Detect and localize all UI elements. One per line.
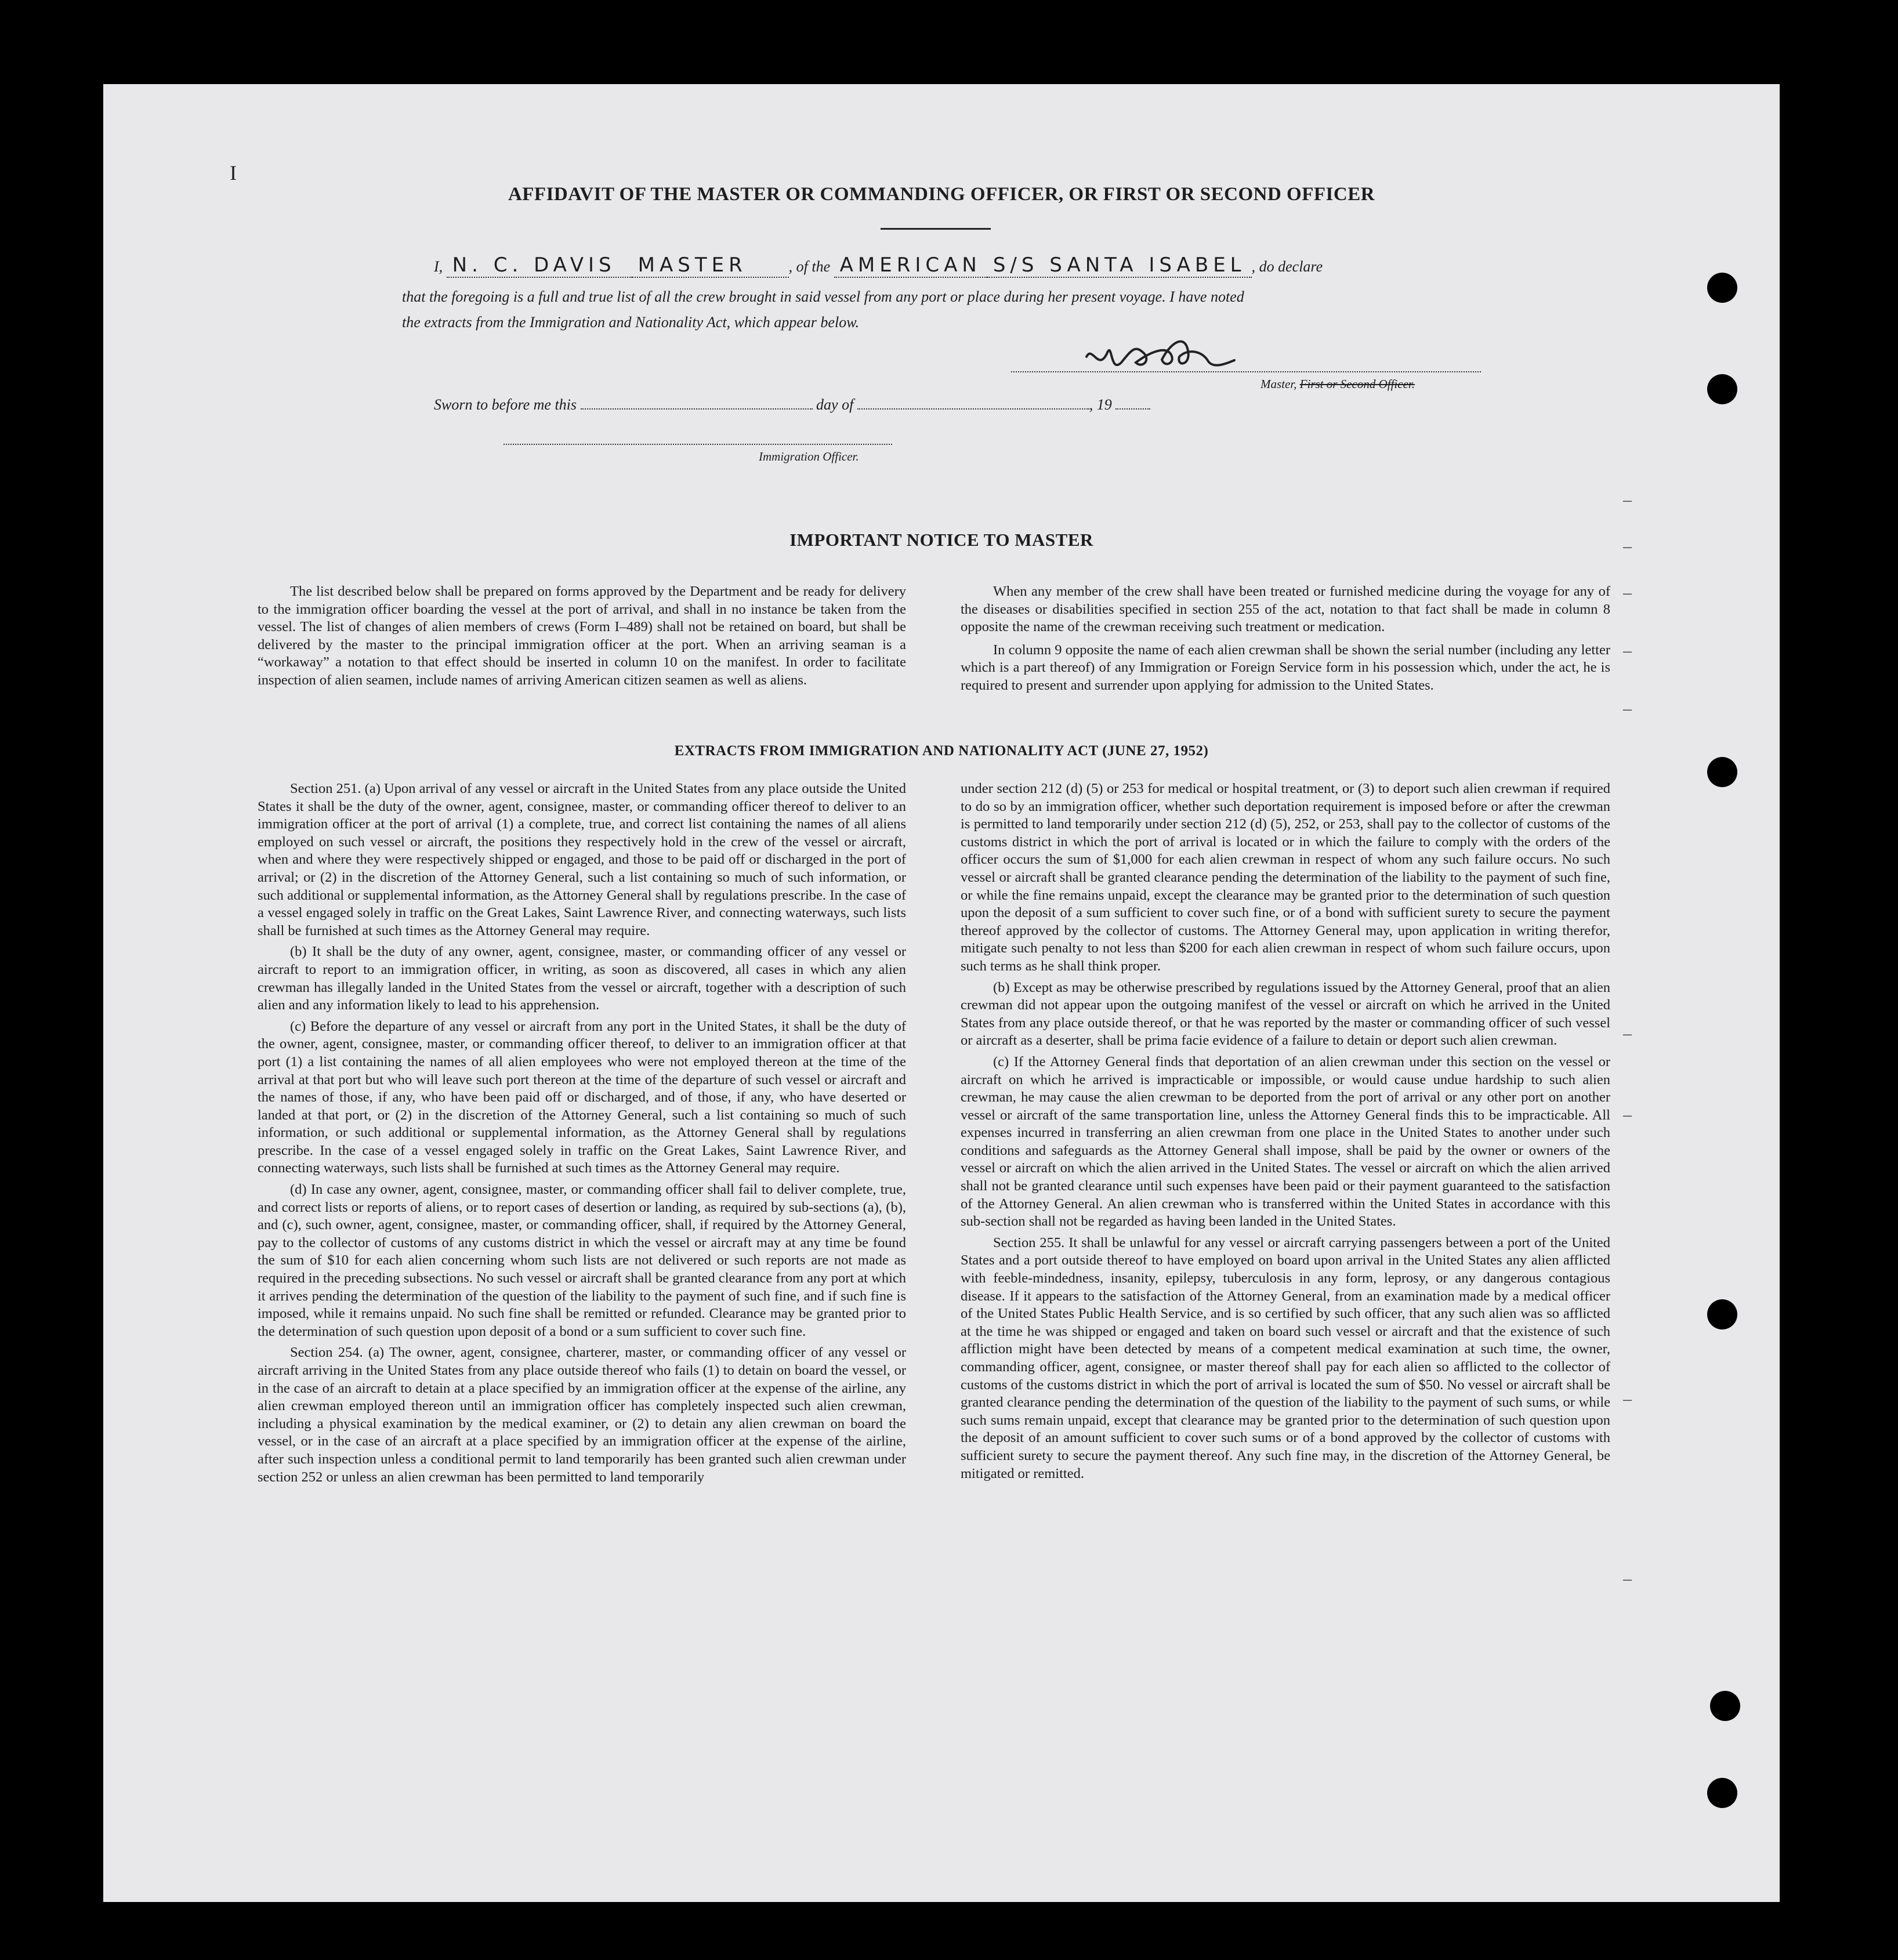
section-255: Section 255. It shall be unlawful for any vessel or aircraft carrying passengers between a port of the United States and a port outside thereof to have employed on board upon arrival in the United States any alien afflicted with feeble-mindedness, insanity, epilepsy, tuberculosis in any form, leprosy, or any dangerous contagious disease. If it appears to the satisfaction of the Attorney General, from an examination made by a medical officer of the United States Public Health Service, and is so certified by such officer, that any such alien was so afflicted at the time he was shipped or engaged and taken on board such vessel or aircraft and that the existence of such affliction might have been detected by means of a competent medical examination at such time, the owner, commanding officer, agent, consignee, or master thereof shall pay for each alien so afflicted to the collector of customs of the customs district in which the port of arrival is located the sum of $50. No vessel or aircraft shall be granted clearance pending the determination of the question of the liability to the payment of such sums, or while such sums remain unpaid, except that clearance may be granted prior to the determination of such question upon the deposit of an amount sufficient to cover such sums or of a bond approved by the collector of customs with sufficient surety to secure the payment thereof. Any such fine may, in the discretion of the Attorney General, be mitigated or remitted. <box>961 1234 1610 1481</box>
master-label: Master, <box>1260 377 1297 391</box>
binder-hole <box>1707 1778 1737 1808</box>
notice-right-paragraph-2: In column 9 opposite the name of each alien crewman shall be shown the serial number (including any letter which is a part thereof) of any Immigration or Foreign Service form in his possession which, under the act, he is required to present and surrender upon applying for admission to the United States. <box>961 642 1610 693</box>
binder-hole <box>1707 757 1737 787</box>
master-signature <box>1078 322 1263 386</box>
of-the-text: , of the <box>788 258 831 275</box>
declarant-prefix: I, <box>434 258 443 275</box>
section-254-b: (b) Except as may be otherwise prescribed by regulations issued by the Attorney General, proof that an alien crewman did not appear upon the outgoing manifest of the vessel or aircraft on which he arrived in the United States from any place outside thereof, or that he was reported by the master or commanding officer of such vessel or aircraft as a deserter, shall be prima facie evidence of a failure to detain or deport such alien crewman. <box>961 979 1610 1049</box>
margin-tick: – <box>1623 490 1632 509</box>
immigration-officer-label: Immigration Officer. <box>759 450 859 463</box>
form-page <box>103 84 1780 1902</box>
binder-hole <box>1710 1691 1740 1721</box>
sworn-prefix: Sworn to before me this <box>434 396 577 413</box>
notice-left-column <box>258 583 906 694</box>
declaration-line <box>434 253 1323 278</box>
declarant-rank: MASTER <box>632 253 789 278</box>
ship-name: S/S SANTA ISABEL <box>987 253 1252 278</box>
title-rule <box>881 228 991 230</box>
notice-right-column <box>961 583 1610 700</box>
year-prefix: , 19 <box>1089 396 1112 413</box>
margin-tick: – <box>1623 537 1632 556</box>
immigration-officer-line <box>504 444 892 446</box>
extracts-right-column <box>961 780 1610 1486</box>
struck-officer-label: First or Second Officer. <box>1299 377 1415 391</box>
margin-tick: – <box>1623 1569 1632 1588</box>
sworn-day-blank <box>581 408 813 410</box>
page-mark: I <box>230 161 237 184</box>
margin-tick: – <box>1623 1389 1632 1408</box>
margin-tick: – <box>1623 699 1632 718</box>
do-declare-text: , do declare <box>1251 258 1323 275</box>
section-254-c: (c) If the Attorney General finds that deportation of an alien crewman under this section on the vessel or aircraft on which he arrived is impracticable or impossible, or would cause undue hardship to such alien crewman, he may cause the alien crewman to be deported from the port of arrival or any other port on another vessel or aircraft of the same transportation line, unless the Attorney General finds this to be impracticable. All expenses incurred in transferring an alien crewman from one place in the United States to another under such conditions and safeguards as the Attorney General shall impose, shall be paid by the owner or owners of the vessel or aircraft on which the alien arrived in the United States. The vessel or aircraft on which the alien arrived shall not be granted clearance until such expenses have been paid or their payment guaranteed to the satisfaction of the Attorney General. An alien crewman who is transferred within the United States in accordance with this sub-section shall not be regarded as having been landed in the United States. <box>961 1053 1610 1230</box>
section-251-a: Section 251. (a) Upon arrival of any vessel or aircraft in the United States from any place outside the United States it shall be the duty of the owner, agent, consignee, master, or commanding officer thereof to deliver to an immigration officer at the port of arrival (1) a complete, true, and correct list containing the names of all aliens employed on such vessel or aircraft, the positions they respectively hold in the crew of the vessel or aircraft, when and where they were respectively shipped or engaged, and those to be paid off or discharged in the port of arrival; or (2) in the discretion of the Attorney General, such a list containing so much of such information, or such additional or supplemental information, as the Attorney General shall by regulations prescribe. In the case of a vessel engaged solely in traffic on the Great Lakes, Saint Lawrence River, and connecting waterways, such lists shall be furnished at such times as the Attorney General may require. <box>258 781 906 939</box>
margin-tick: – <box>1623 1024 1632 1043</box>
margin-tick: – <box>1623 641 1632 660</box>
extracts-title: EXTRACTS FROM IMMIGRATION AND NATIONALITY ACT (JUNE 27, 1952) <box>674 743 1209 759</box>
section-251-c: (c) Before the departure of any vessel or aircraft from any port in the United States, it shall be the duty of the owner, agent, consignee, master, or commanding officer thereof, to deliver to an immigration officer at that port (1) a list containing the names of all alien employees who were not employed thereon at the time of the arrival at that port but who will leave such port thereon at the time of the departure of such vessel or aircraft and the names of those, if any, who have been paid off or discharged, and of those, if any, who have deserted or landed at that port, or (2) in the discretion of the Attorney General, such a list containing so much of such information, or such additional or supplemental information, as the Attorney General shall by regulations prescribe. In the case of a vessel engaged solely in traffic on the Great Lakes, Saint Lawrence River, and connecting waterways, such lists shall be furnished at such times as the Attorney General may require. <box>258 1018 906 1176</box>
signature-label <box>1260 377 1415 392</box>
section-254-a-continued: under section 212 (d) (5) or 253 for medical or hospital treatment, or (3) to deport such alien crewman if required to do so by an immigration officer, whether such deportation requirement is imposed before or after the crewman is permitted to land temporarily under section 212 (d) (5), 252, or 253, shall pay to the collector of customs of the customs district in which the port of arrival is located or in which the failure to comply with the orders of the officer occurs the sum of $1,000 for each alien crewman in respect of whom any such failure occurs. No such vessel or aircraft shall be granted clearance pending the determination of the liability to the payment of such fine, or while the fine remains unpaid, except the clearance may be granted prior to the determination of such question upon the deposit of a sum sufficient to cover such fine, or of a bond with sufficient surety to secure the payment thereof approved by the collector of customs. The Attorney General may, upon application in writing therefor, mitigate such penalty to not less than $200 for each alien crewman in respect of whom such failure occurs, upon such terms as he shall think proper. <box>961 781 1610 974</box>
section-254-a: Section 254. (a) The owner, agent, consignee, charterer, master, or commanding officer of any vessel or aircraft arriving in the United States from any place outside thereof who fails (1) to detain on board the vessel, or in the case of an aircraft to detain at a place specified by an immigration officer at the expense of the airline, any alien crewman employed thereon until an immigration officer has completely inspected such alien crewman, including a physical examination by the medical examiner, or (2) to detain any alien crewman on board the vessel, or in the case of an aircraft at a place specified by an immigration officer at the expense of the airline, after such inspection unless a conditional permit to land temporarily has been granted such alien crewman under section 252 or unless an alien crewman has been permitted to land temporarily <box>258 1345 906 1485</box>
statement-line-2: the extracts from the Immigration and Nationality Act, which appear below. <box>402 314 860 331</box>
margin-tick: – <box>1623 583 1632 602</box>
section-251-d: (d) In case any owner, agent, consignee, master, or commanding officer shall fail to deliver complete, true, and correct lists or reports of aliens, or to report cases of desertion or landing, as required by sub-sections (a), (b), and (c), such owner, agent, consignee, master, or commanding officer, shall, if required by the Attorney General, pay to the collector of customs of any customs district in which the vessel or aircraft may at any time be found the sum of $10 for each alien concerning whom such lists are not delivered or such reports are not made as required in the preceding subsections. No such vessel or aircraft shall be granted clearance from any port at which it arrives pending the determination of the question of the liability to the payment of such fine, and if such fine is imposed, while it remains unpaid. No such fine shall be remitted or refunded. Clearance may be granted prior to the determination of such question upon deposit of a bond or a sum sufficient to cover such fine. <box>258 1182 906 1339</box>
notice-left-paragraph: The list described below shall be prepared on forms approved by the Department and be ready for delivery to the immigration officer boarding the vessel at the port of arrival, and shall in no instance be taken from the vessel. The list of changes of alien members of crews (Form I–489) shall not be retained on board, but shall be delivered by the master to the principal immigration officer at the port. When an arriving seaman is a “workaway” a notation to that effect should be inserted in column 10 on the manifest. In order to facilitate inspection of alien seamen, include names of arriving American citizen seamen as well as aliens. <box>258 584 906 688</box>
notice-title: IMPORTANT NOTICE TO MASTER <box>789 530 1093 550</box>
affidavit-title: AFFIDAVIT OF THE MASTER OR COMMANDING OFFICER, OR FIRST OR SECOND OFFICER <box>508 184 1375 205</box>
day-of-text: day of <box>816 396 854 413</box>
signature-line <box>1011 371 1481 374</box>
margin-tick: – <box>1623 1105 1632 1124</box>
sworn-month-blank <box>857 408 1089 410</box>
extracts-left-column <box>258 780 906 1490</box>
section-251-b: (b) It shall be the duty of any owner, agent, consignee, master, or commanding officer of any vessel or aircraft to report to an immigration officer, in writing, as soon as discovered, all cases in which any alien crewman has illegally landed in the United States from the vessel or aircraft, together with a description of such alien and any information likely to lead to his apprehension. <box>258 944 906 1013</box>
ship-nationality: AMERICAN <box>834 253 987 278</box>
sworn-year-blank <box>1115 408 1150 410</box>
statement-line-1: that the foregoing is a full and true list of all the crew brought in said vessel from any port or place during her present voyage. I have noted <box>402 288 1244 305</box>
sworn-line <box>434 396 1150 414</box>
binder-hole <box>1707 374 1737 404</box>
binder-hole <box>1707 1299 1737 1329</box>
declarant-name: N. C. DAVIS <box>447 253 632 278</box>
notice-right-paragraph-1: When any member of the crew shall have been treated or furnished medicine during the voyage for any of the diseases or disabilities specified in section 255 of the act, notation to that fact shall be made in column 8 opposite the name of the crewman receiving such treatment or medication. <box>961 584 1610 635</box>
binder-hole <box>1707 273 1737 303</box>
